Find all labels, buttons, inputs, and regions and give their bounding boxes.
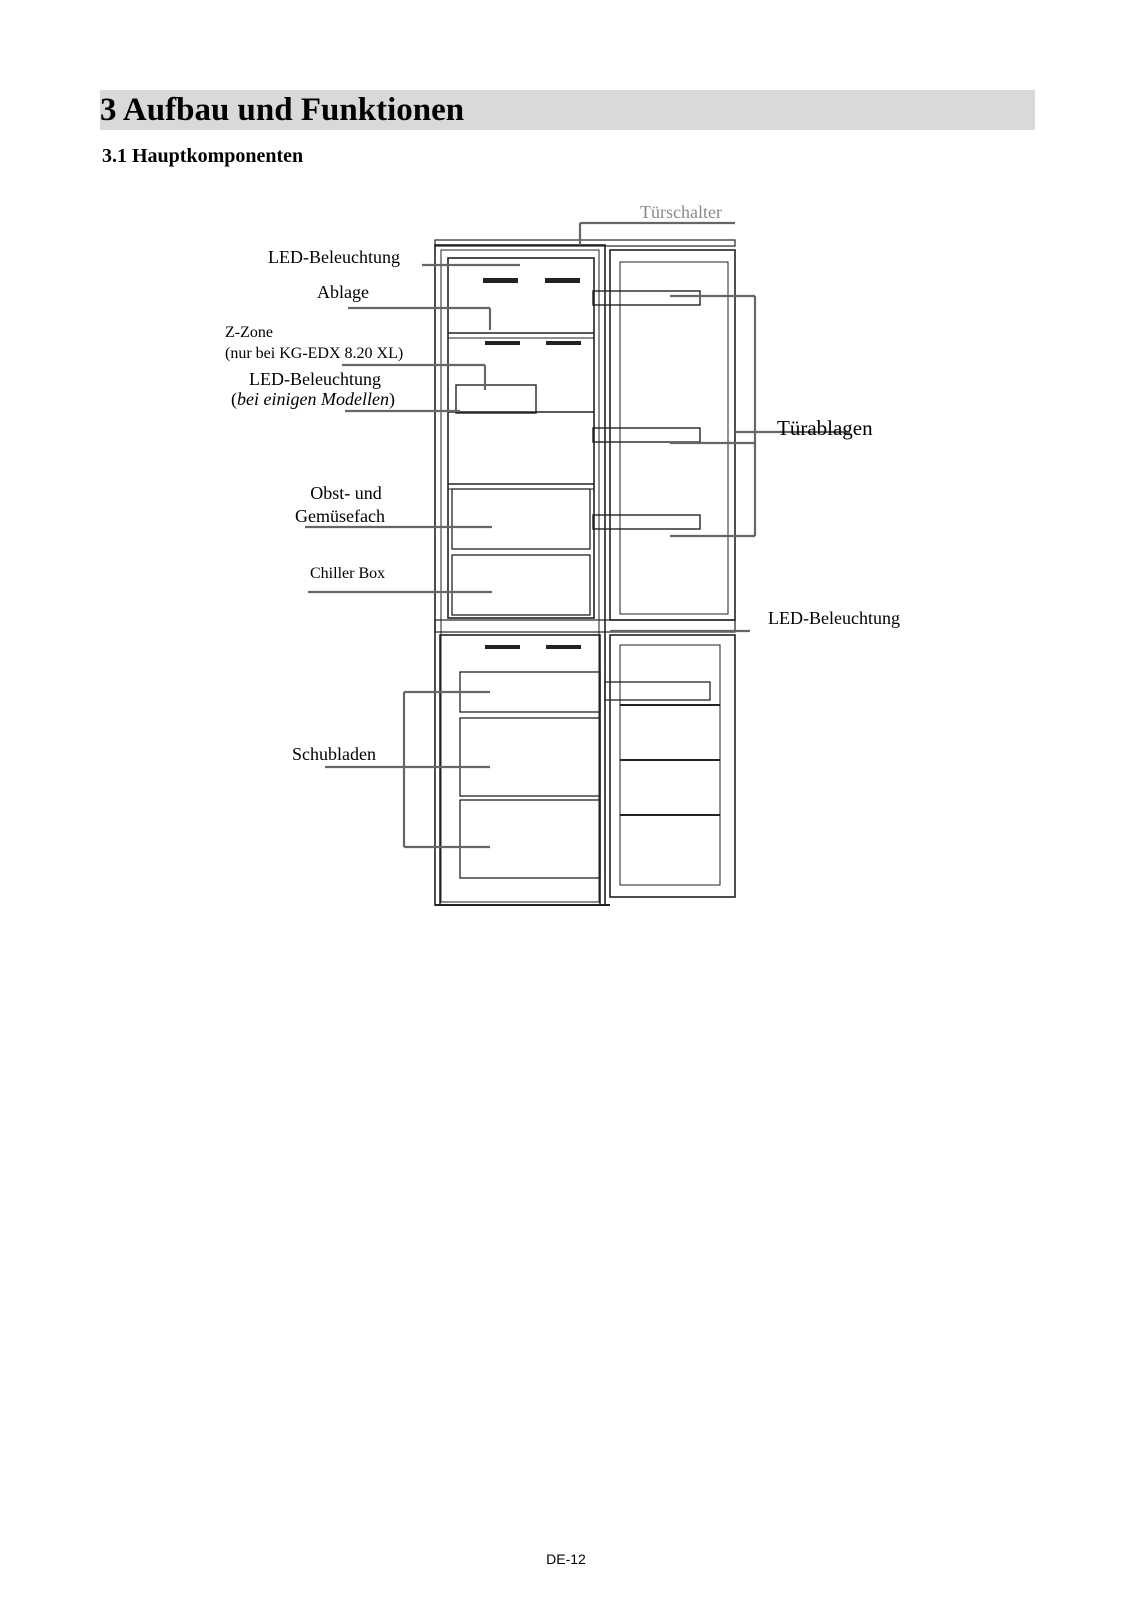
page-number: DE-12 [546,1551,586,1567]
label-door-shelves: Türablagen [777,416,873,440]
label-crisper-1: Obst- und [310,483,382,503]
fridge-compartment [448,258,594,618]
label-led-some-note: (bei einigen Modellen) [231,389,395,409]
label-drawers: Schubladen [292,744,376,764]
freezer-compartment [440,635,600,905]
section-title: 3.1 Hauptkomponenten [102,145,304,167]
label-door-switch: Türschalter [640,202,722,222]
chapter-title: 3 Aufbau und Funktionen [100,92,465,128]
label-led-right: LED-Beleuchtung [768,608,900,628]
label-zzone: Z-Zone [225,324,273,341]
label-led-some: LED-Beleuchtung [249,369,381,389]
label-chiller-box: Chiller Box [310,565,386,582]
freezer-door [610,635,735,897]
label-led-top: LED-Beleuchtung [268,247,400,267]
label-crisper-2: Gemüsefach [295,506,385,526]
label-zzone-model: (nur bei KG-EDX 8.20 XL) [225,345,404,362]
label-shelf: Ablage [317,282,369,302]
